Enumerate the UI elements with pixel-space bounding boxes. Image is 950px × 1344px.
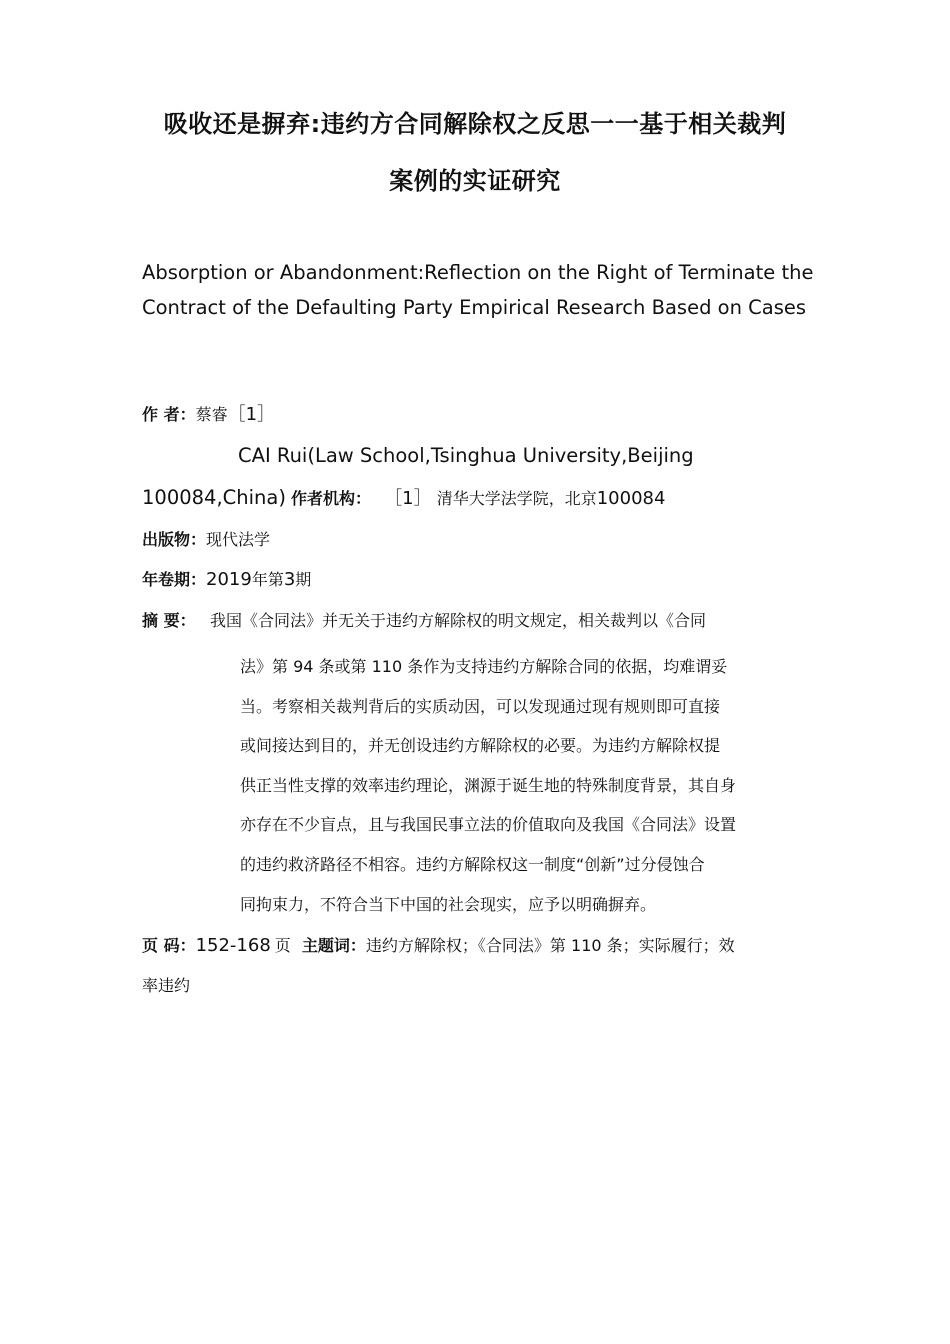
pages-value: 152-168 <box>195 935 271 956</box>
volume-label: 年卷期： <box>142 570 207 589</box>
affiliation-en-line-1 <box>238 442 694 471</box>
abstract-line: 或间接达到目的，并无创设违约方解除权的必要。为违约方解除权提 <box>240 736 721 756</box>
pages-suffix: 页 <box>274 936 291 955</box>
author-ref: ［1］ <box>227 404 276 425</box>
affiliation-en-text-1: CAI Rui(Law School,Tsinghua University,Beijing <box>238 444 694 467</box>
publication-label: 出版物： <box>142 530 207 549</box>
keywords-line-2: 率违约 <box>142 976 191 995</box>
chinese-title <box>130 96 820 210</box>
volume-issue: 3 <box>283 569 296 590</box>
abstract-line: 同拘束力，不符合当下中国的社会现实，应予以明确摒弃。 <box>240 894 657 914</box>
pages-keywords-row <box>142 926 810 966</box>
abstract-line: 亦存在不少盲点，且与我国民事立法的价值取向及我国《合同法》设置 <box>240 815 737 835</box>
keywords-line-1: 违约方解除权；《合同法》第 110 条；实际履行；效 <box>365 936 735 955</box>
affiliation-ref: ［1］ <box>384 488 432 509</box>
abstract-line: 供正当性支撑的效率违约理论，渊源于诞生地的特殊制度背景，其自身 <box>240 775 737 795</box>
pages-keywords-block <box>142 926 810 1006</box>
abstract-body <box>240 647 808 924</box>
publication-row <box>142 526 270 554</box>
abstract-label: 摘 要： <box>142 611 196 630</box>
abstract-first-line: 我国《合同法》并无关于违约方解除权的明文规定，相关裁判以《合同 <box>210 611 707 630</box>
volume-issue-suffix: 期 <box>295 570 312 589</box>
volume-row <box>142 566 311 594</box>
affiliation-postcode: 100084 <box>596 488 666 509</box>
abstract-line: 的违约救济路径不相容。违约方解除权这一制度“创新”过分侵蚀合 <box>240 854 705 874</box>
pages-label: 页 码： <box>142 936 196 955</box>
chinese-title-line-1: 吸收还是摒弃:违约方合同解除权之反思一一基于相关裁判 <box>163 110 787 138</box>
affiliation-row <box>142 484 665 513</box>
abstract-line: 当。考察相关裁判背后的实质动因，可以发现通过现有规则即可直接 <box>240 696 721 716</box>
author-label: 作 者： <box>142 405 196 424</box>
affiliation-org: 清华大学法学院，北京 <box>436 489 597 508</box>
chinese-title-line-2: 案例的实证研究 <box>389 167 561 195</box>
abstract-line: 法》第 94 条或第 110 条作为支持违约方解除合同的依据，均难谓妥 <box>240 657 728 676</box>
volume-year: 2019 <box>206 569 252 590</box>
affiliation-en-text-2: 100084,China) <box>142 486 286 509</box>
keywords-label: 主题词： <box>301 936 366 955</box>
publication-value: 现代法学 <box>206 530 271 549</box>
volume-year-suffix: 年第 <box>251 570 284 589</box>
affiliation-label: 作者机构： <box>291 489 372 508</box>
english-title: Absorption or Abandonment:Reflection on the Right of Terminate the Contract of the Defaulting Party Empirical Research Based on Cases <box>142 261 814 319</box>
author-row <box>142 402 275 428</box>
author-name: 蔡睿 <box>195 405 228 424</box>
